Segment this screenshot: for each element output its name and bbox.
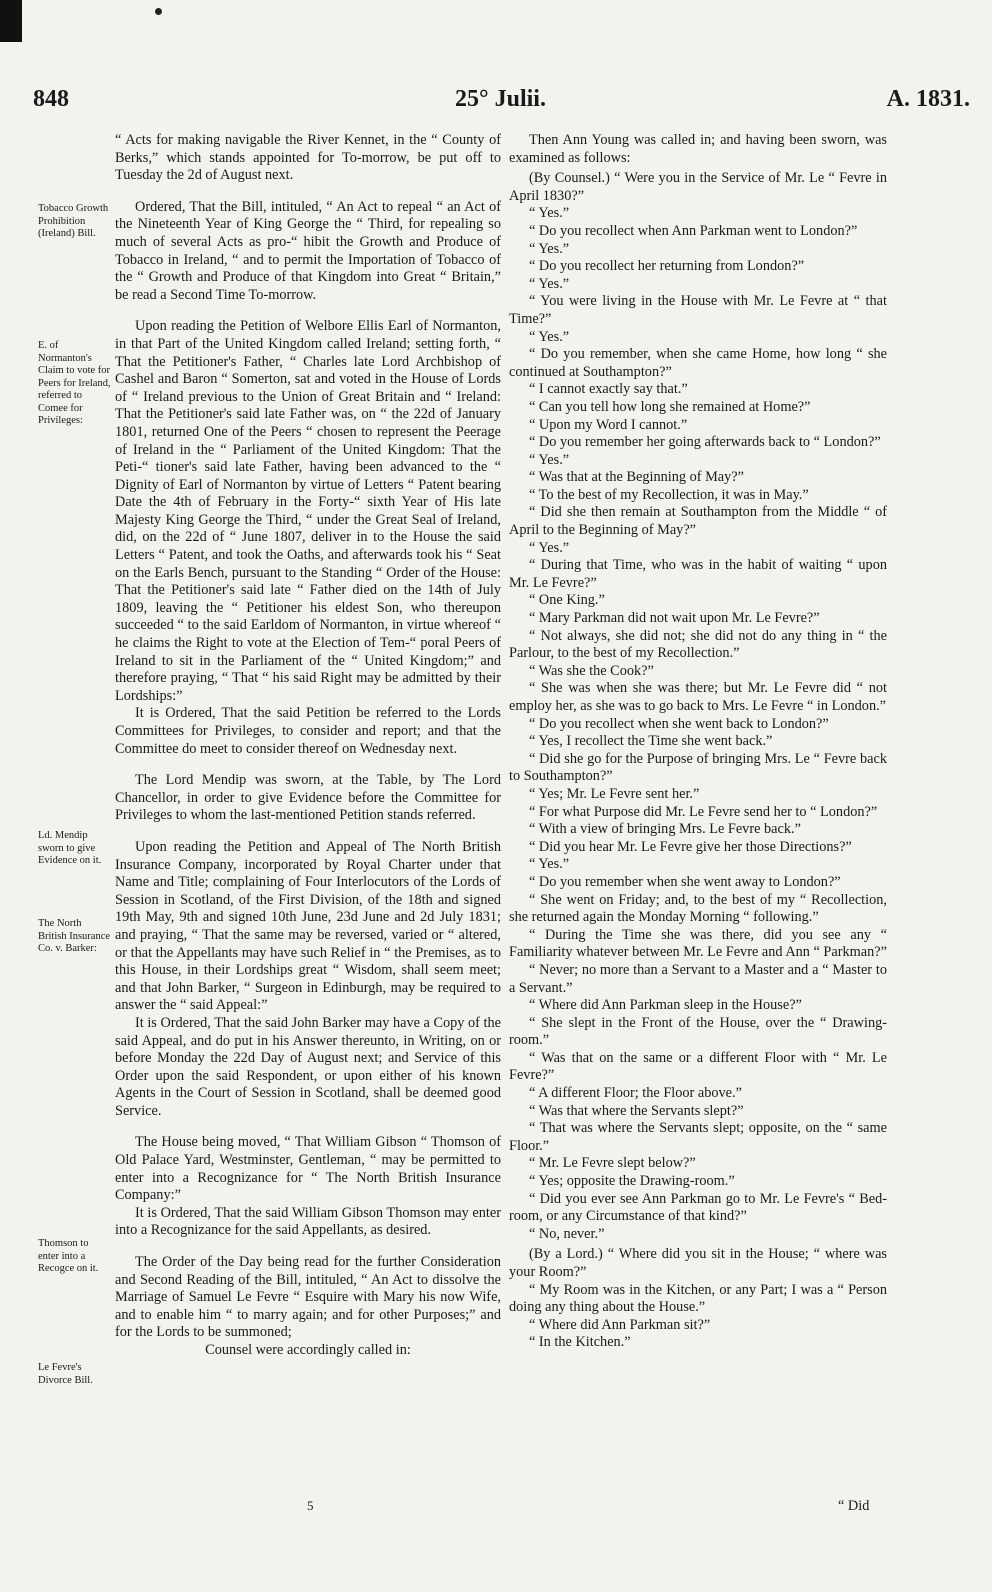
paragraph: “ Did she then remain at Southampton from the Middle “ of April to the Beginning of May?” <box>509 504 887 539</box>
paragraph: “ Was she the Cook?” <box>529 662 654 679</box>
paragraph: (By Counsel.) “ Were you in the Service of Mr. Le “ Fevre in April 1830?” <box>509 170 887 204</box>
paragraph: “ Do you recollect her returning from London?” <box>529 258 805 275</box>
paragraph: “ No, never.” <box>529 1225 605 1242</box>
paragraph: (By a Lord.) “ Where did you sit in the House; “ where was your Room?” <box>509 1246 887 1280</box>
paragraph: “ Not always, she did not; she did not do any thing in “ the Parlour, to the best of my Recollection.” <box>509 627 887 662</box>
paragraph: “ Upon my Word I cannot.” <box>529 416 688 433</box>
paragraph: “ Do you remember her going afterwards back to “ London?” <box>529 434 881 451</box>
paragraph: “ My Room was in the Kitchen, or any Part; I was a “ Person doing any thing about the House.” <box>509 1281 887 1316</box>
paragraph: “ One King.” <box>529 592 605 609</box>
paragraph: “ Mary Parkman did not wait upon Mr. Le Fevre?” <box>529 610 820 627</box>
paragraph: “ Do you recollect when Ann Parkman went to London?” <box>529 222 858 239</box>
paragraph: “ Was that on the same or a different Floor with “ Mr. Le Fevre?” <box>509 1049 887 1084</box>
paragraph: The Order of the Day being read for the further Consideration and Second Reading of the Bill, intituled, “ An Act to dissolve the Marriage of Samuel Le Fevre “ Esquire with Mary his now Wife, and to enable him “ to marry again; and for other Purposes;” and for the Lords to be summoned; <box>115 1254 501 1341</box>
paragraph: “ Yes, I recollect the Time she went back.” <box>529 733 773 750</box>
paragraph: The House being moved, “ That William Gibson “ Thomson of Old Palace Yard, Westminster, Gentleman, “ may be permitted to enter into a Recognizance for “ The North British Insurance Company:” <box>115 1134 501 1204</box>
paragraph: “ To the best of my Recollection, it was in May.” <box>529 486 809 503</box>
paragraph: “ Did you ever see Ann Parkman go to Mr. Le Fevre's “ Bed-room, or any Circumstance of that kind?” <box>509 1190 887 1225</box>
paragraph: “ A different Floor; the Floor above.” <box>529 1085 742 1102</box>
paragraph: “ She went on Friday; and, to the best of my “ Recollection, she returned again the Monday Morning “ following.” <box>509 891 887 926</box>
paragraph: “ Yes; Mr. Le Fevre sent her.” <box>529 785 700 802</box>
paragraph: “ Yes; opposite the Drawing-room.” <box>529 1173 735 1190</box>
header-date: 25° Julii. <box>455 86 546 112</box>
paragraph: “ Yes.” <box>529 205 570 222</box>
signature-mark: 5 <box>307 1498 314 1513</box>
margin-note: Tobacco Growth Prohibition (Ireland) Bill. <box>38 203 109 239</box>
paragraph: Ordered, That the Bill, intituled, “ An Act to repeal “ an Act of the Nineteenth Year of King George the “ Third, for repealing so much of several Acts as pro-“ hibit the Growth and Produce of Tobacco in Ireland, “ and to permit the Importation of Tobacco of the “ Growth and Produce of that Kingdom into Great “ Britain,” be read a Second Time To-morrow. <box>115 198 501 303</box>
page-number: 848 <box>33 86 69 112</box>
paragraph: “ She slept in the Front of the House, over the “ Drawing-room.” <box>509 1014 887 1049</box>
paragraph: “ That was where the Servants slept; opposite, on the “ same Floor.” <box>509 1120 887 1154</box>
paragraph: “ Was that at the Beginning of May?” <box>529 469 744 486</box>
paragraph: “ Yes.” <box>529 328 570 345</box>
paragraph: “ Yes.” <box>529 275 570 292</box>
left-column <box>115 132 501 1360</box>
paragraph: It is Ordered, That the said William Gibson Thomson may enter into a Recognizance for the said Appellants, as desired. <box>115 1204 501 1239</box>
paragraph: The Lord Mendip was sworn, at the Table, by The Lord Chancellor, in order to give Evidence before the Committee for Privileges to whom the last-mentioned Petition stands referred. <box>115 772 501 824</box>
paragraph: “ I cannot exactly say that.” <box>529 381 688 398</box>
paragraph: “ Mr. Le Fevre slept below?” <box>529 1155 696 1172</box>
paragraph: “ Do you recollect when she went back to London?” <box>529 715 829 732</box>
margin-note: Le Fevre's Divorce Bill. <box>38 1362 93 1386</box>
page-corner-mark <box>0 0 22 42</box>
margin-note: E. of Normanton's Claim to vote for Peers for Ireland, referred to Comee for Privileges: <box>38 340 111 426</box>
paragraph: Upon reading the Petition and Appeal of The North British Insurance Company, incorporated by Royal Charter under that Name and Title; complaining of Four Interlocutors of the Lords of Session in Scotland, of the First Division, of the 18th and signed 19th May, 9th and signed 10th June, 23d June and 2d July 1831; and praying, “ That the same may be reversed, varied or “ altered, or that the Appellants may have such Relief in “ the Premises, as to this House, in their Lordships great “ Wisdom, shall seem meet; and that John Barker, “ Surgeon in Edinburgh, may be required to answer the “ said Appeal:” <box>115 838 501 1014</box>
paragraph: “ Where did Ann Parkman sleep in the House?” <box>529 997 802 1014</box>
paragraph: “ Yes.” <box>529 856 570 873</box>
ink-spot <box>155 8 162 15</box>
header-year: A. 1831. <box>886 86 970 112</box>
paragraph: It is Ordered, That the said Petition be referred to the Lords Committees for Privileges, to consider and report; and that the Committee do meet to consider thereof on Wednesday next. <box>115 705 501 757</box>
paragraph: “ She was when she was there; but Mr. Le Fevre did “ not employ her, as she was to go back to Mrs. Le Fevre “ in London.” <box>509 680 887 714</box>
paragraph: “ Yes.” <box>529 539 570 556</box>
catchword: “ Did <box>838 1498 870 1514</box>
running-header <box>0 86 992 118</box>
paragraph: “ Can you tell how long she remained at Home?” <box>529 398 811 415</box>
paragraph: “ For what Purpose did Mr. Le Fevre send her to “ London?” <box>529 803 878 820</box>
paragraph: “ Was that where the Servants slept?” <box>529 1102 744 1119</box>
paragraph: “ Acts for making navigable the River Kennet, in the “ County of Berks,” which stands appointed for To-morrow, be put off to Tuesday the 2d of August next. <box>115 132 501 184</box>
paragraph: “ Did you hear Mr. Le Fevre give her those Directions?” <box>529 838 852 855</box>
paragraph: “ With a view of bringing Mrs. Le Fevre back.” <box>529 821 801 838</box>
paragraph: “ Do you remember when she went away to London?” <box>529 873 841 890</box>
margin-note: Ld. Mendip sworn to give Evidence on it. <box>38 830 102 866</box>
paragraph: “ Never; no more than a Servant to a Master and a “ Master to a Servant.” <box>509 961 887 996</box>
paragraph: “ Where did Ann Parkman sit?” <box>529 1316 711 1333</box>
paragraph: Counsel were accordingly called in: <box>205 1342 411 1358</box>
paragraph: Upon reading the Petition of Welbore Ellis Earl of Normanton, in that Part of the United Kingdom called Ireland; setting forth, “ That the Petitioner's Father, “ Charles late Lord Archbishop of Cashel and Baron “ Somerton, sat and voted in the House of Lords of “ Ireland previous to the Union of Great Britain and “ Ireland: That the Petitioner's said late Father was, on “ the 22d of January 1801, returned One of the Peers “ chosen to represent the Peerage of Ireland in the “ Parliament of the United Kingdom: That the Peti-“ tioner's said late Father, having been advanced to the “ Dignity of Earl of Normanton by virtue of Letters “ Patent bearing Date the 4th of February in the Forty-“ sixth Year of His late Majesty King George the Third, “ under the Great Seal of Ireland, did, on the 22d of “ June 1807, deliver in to the House the said Letters “ Patent, and took the Oaths, and afterwards took his “ Seat on the Earls Bench, pursuant to the Standing “ Order of the House: That the Petitioner's said late “ Father died on the 14th of July 1809, leaving the “ Petitioner his eldest Son, who thereupon succeeded “ to the said Earldom of Normanton, in virtue whereof “ he claims the Right to vote at the Election of Tem-“ poral Peers of Ireland to sit in the Parliament of the “ United Kingdom;” and therefore praying, “ That “ his said Right may be admitted by their Lordships:” <box>115 318 501 704</box>
paragraph: “ In the Kitchen.” <box>529 1334 631 1351</box>
paragraph: “ Did she go for the Purpose of bringing Mrs. Le “ Fevre back to Southampton?” <box>509 750 887 785</box>
paragraph: Then Ann Young was called in; and having been sworn, was examined as follows: <box>509 132 887 166</box>
paragraph: It is Ordered, That the said John Barker may have a Copy of the said Appeal, and do put in his Answer thereunto, in Writing, on or before Monday the 22d Day of August next; and Service of this Order upon the said Respondent, or upon either of his known Agents in the Court of Session in Scotland, shall be deemed good Service. <box>115 1014 501 1119</box>
right-column <box>509 132 887 1352</box>
paragraph: “ During the Time she was there, did you see any “ Familiarity whatever between Mr. Le Fevre and Ann “ Parkman?” <box>509 926 887 961</box>
paragraph: “ Yes.” <box>529 240 570 257</box>
paragraph: “ You were living in the House with Mr. Le Fevre at “ that Time?” <box>509 293 887 327</box>
paragraph: “ Do you remember, when she came Home, how long “ she continued at Southampton?” <box>509 346 887 380</box>
paragraph: “ Yes.” <box>529 451 570 468</box>
margin-note: The North British Insurance Co. v. Barker: <box>38 918 111 954</box>
paragraph: “ During that Time, who was in the habit of waiting “ upon Mr. Le Fevre?” <box>509 557 887 591</box>
margin-note: Thomson to enter into a Recogce on it. <box>38 1238 99 1274</box>
